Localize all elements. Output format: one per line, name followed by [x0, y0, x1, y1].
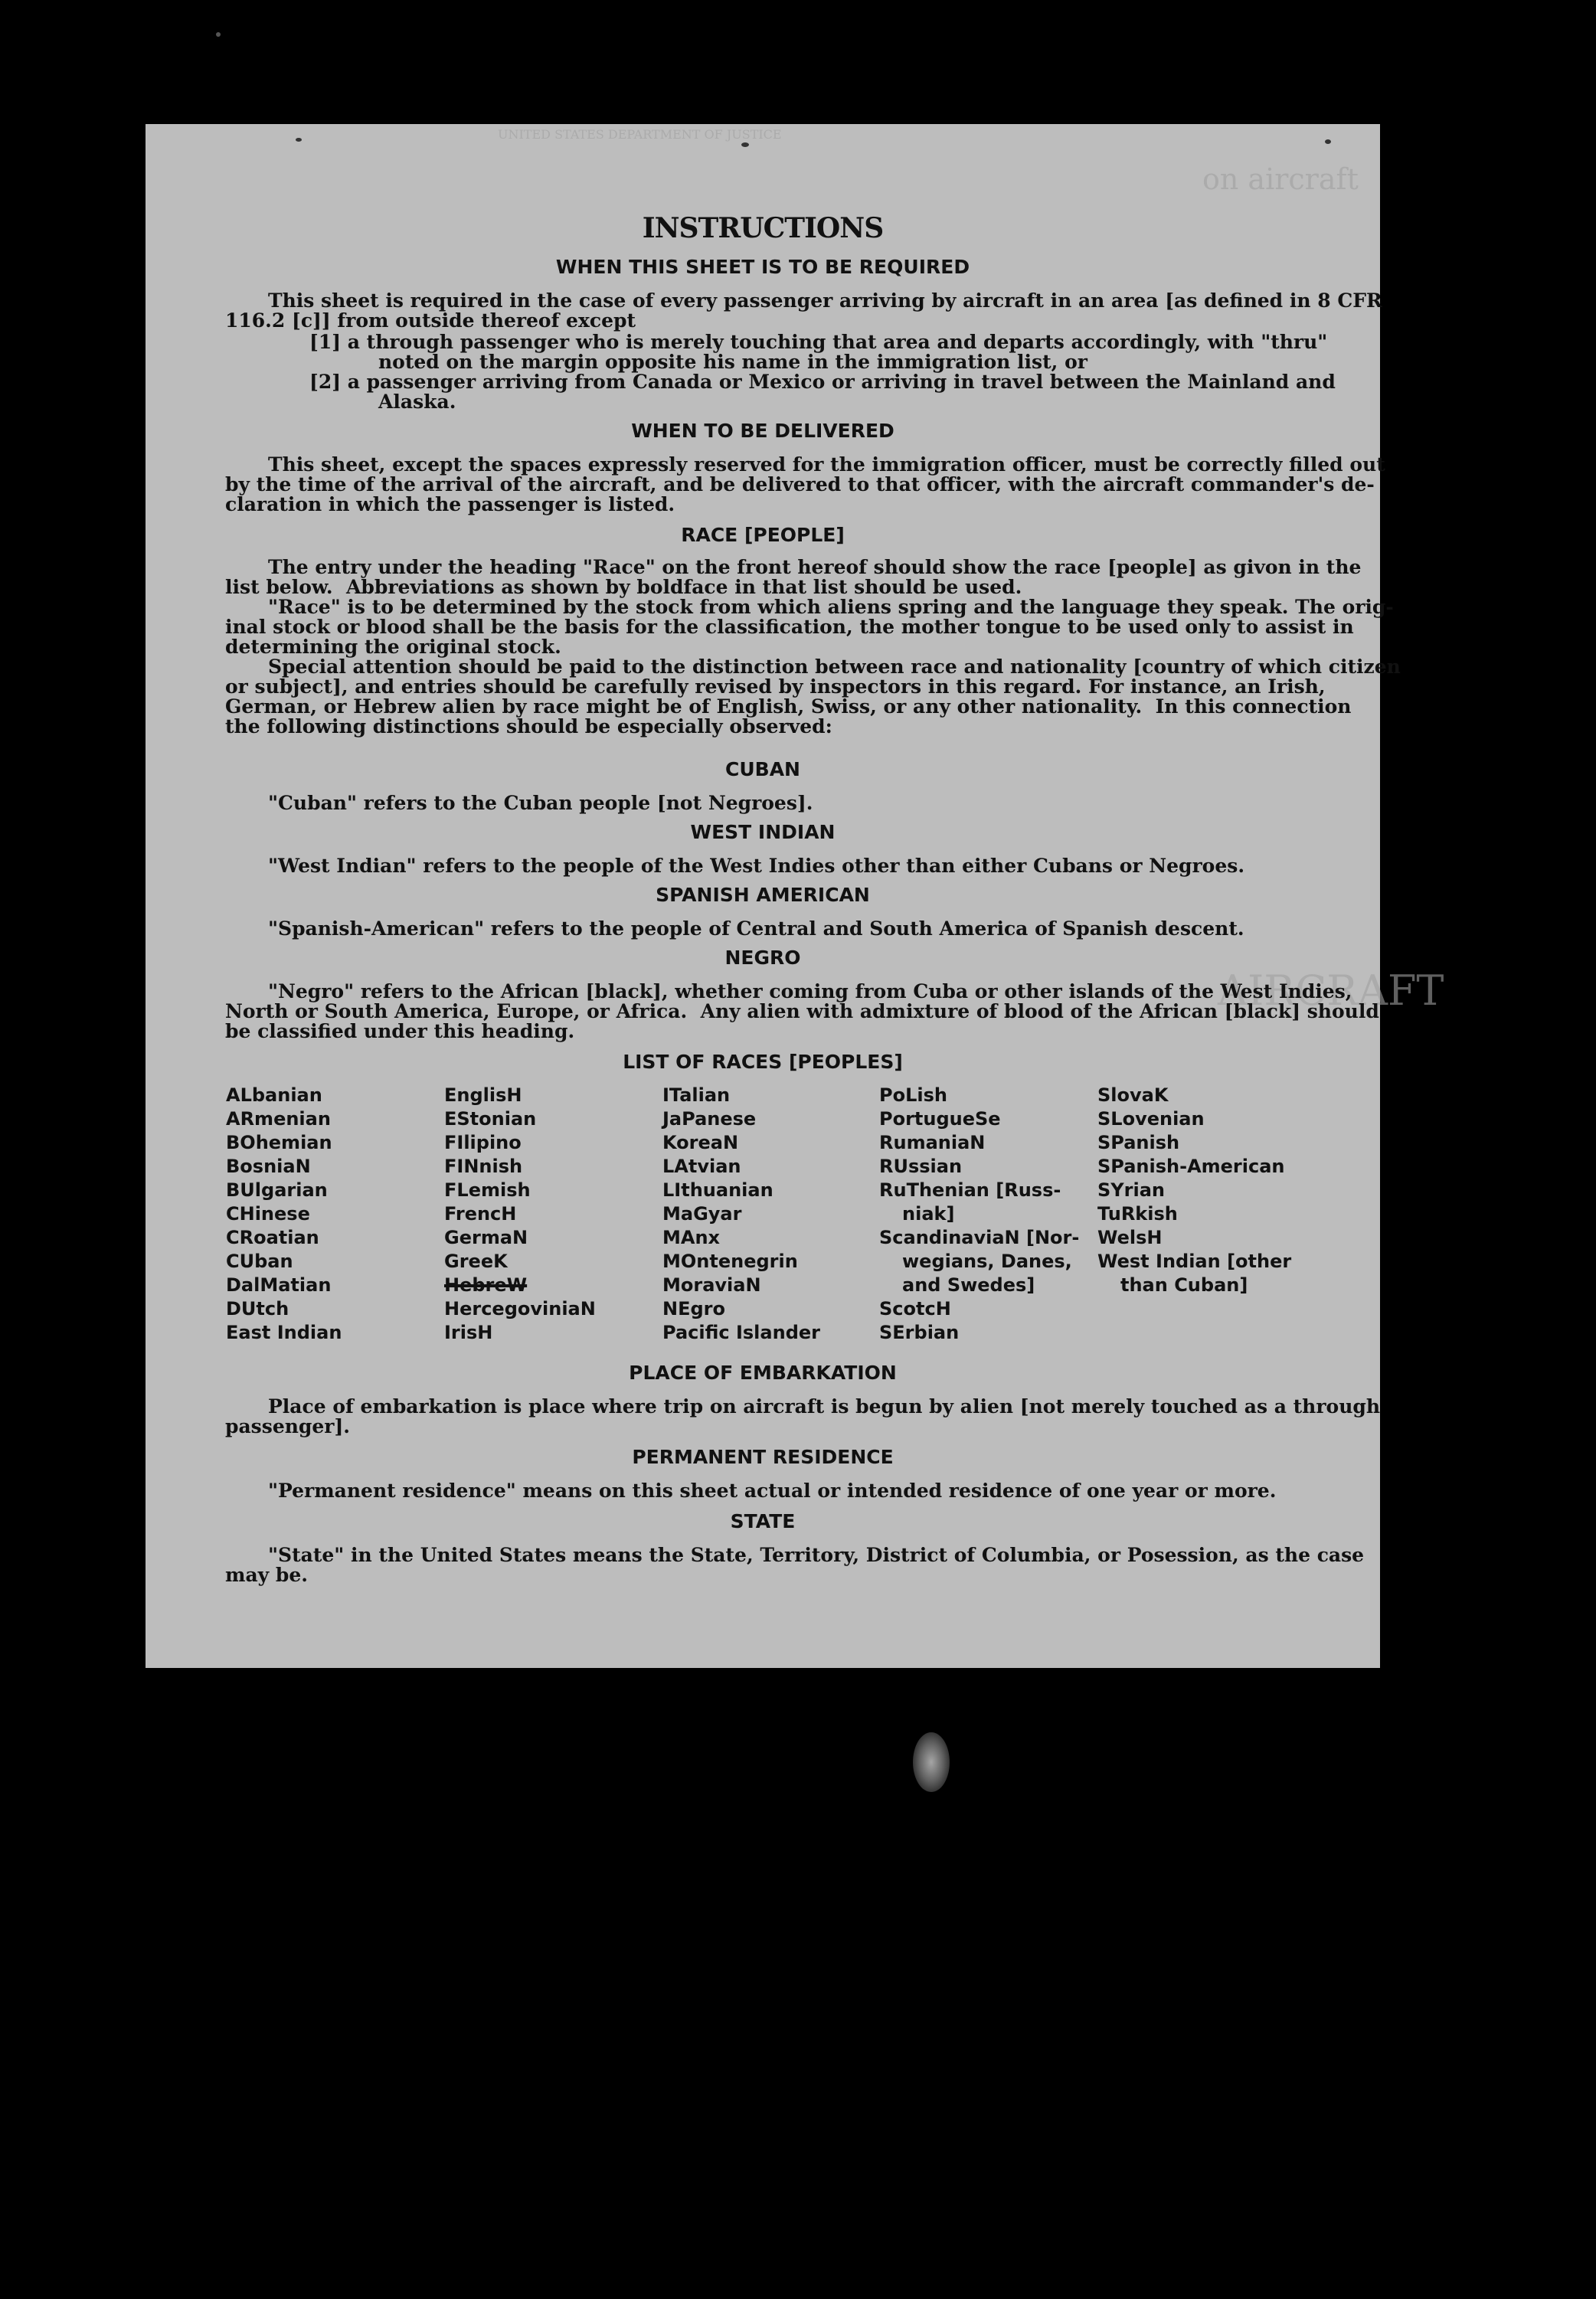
paragraph-line: North or South America, Europe, or Africa. Any alien with admixture of blood of the African [black] should: [225, 1000, 1379, 1022]
paragraph-line: "Negro" refers to the African [black], whether coming from Cuba or other islands of the West Indies,: [268, 980, 1352, 1002]
section-heading-list-of-races: LIST OF RACES [PEOPLES]: [623, 1051, 903, 1073]
film-glare: [913, 1732, 950, 1792]
paragraph-line: list below. Abbreviations as shown by boldface in that list should be used.: [225, 576, 1022, 598]
section-heading-when-delivered: WHEN TO BE DELIVERED: [631, 420, 894, 442]
paragraph-line: This sheet, except the spaces expressly reserved for the immigration officer, must be correctly filled out: [268, 453, 1385, 476]
paragraph-line: [1] a through passenger who is merely touching that area and departs accordingly, with "thru": [309, 331, 1328, 353]
race-entry: PoLish: [879, 1084, 947, 1106]
paragraph-line: passenger].: [225, 1415, 351, 1437]
paragraph-line: Place of embarkation is place where trip on aircraft is begun by alien [not merely touched as a through: [268, 1395, 1381, 1418]
section-heading-permanent-residence: PERMANENT RESIDENCE: [632, 1446, 894, 1468]
section-heading-place-of-embarkation: PLACE OF EMBARKATION: [629, 1362, 897, 1384]
paragraph-line: "State" in the United States means the State, Territory, District of Columbia, or Posession, as the case: [268, 1544, 1365, 1566]
paragraph-line: 116.2 [c]] from outside thereof except: [225, 309, 636, 332]
paragraph-line: the following distinctions should be especially observed:: [225, 715, 832, 737]
race-entry: HercegoviniaN: [444, 1298, 596, 1320]
race-entry: CHinese: [226, 1203, 310, 1225]
paragraph-line: German, or Hebrew alien by race might be of English, Swiss, or any other nationality. In this connection: [225, 695, 1352, 718]
race-entry: niak]: [902, 1203, 955, 1225]
scan-speck: [1325, 139, 1331, 144]
scan-speck: [216, 32, 221, 37]
race-entry: IrisH: [444, 1322, 493, 1343]
bleed-through-text: AIRCRAFT: [1218, 966, 1444, 1015]
race-entry: ALbanian: [226, 1084, 322, 1106]
race-entry: ScotcH: [879, 1298, 951, 1320]
race-entry: RumaniaN: [879, 1132, 986, 1153]
race-entry: SYrian: [1097, 1179, 1166, 1201]
section-heading-west-indian: WEST INDIAN: [690, 821, 836, 843]
section-heading-race: RACE [PEOPLE]: [681, 524, 845, 546]
page-title: INSTRUCTIONS: [642, 212, 884, 244]
race-entry: DUtch: [226, 1298, 289, 1320]
paragraph-line: Alaska.: [378, 391, 456, 413]
paragraph-line: This sheet is required in the case of every passenger arriving by aircraft in an area [as defined in 8 CFR: [268, 289, 1382, 312]
race-entry: RUssian: [879, 1156, 963, 1177]
race-entry: FIlipino: [444, 1132, 522, 1153]
race-entry: RuThenian [Russ-: [879, 1179, 1061, 1201]
race-entry: DalMatian: [226, 1274, 332, 1296]
section-heading-when-required: WHEN THIS SHEET IS TO BE REQUIRED: [555, 256, 970, 278]
race-entry: MaGyar: [662, 1203, 742, 1225]
race-entry: ScandinaviaN [Nor-: [879, 1227, 1080, 1248]
race-entry: FLemish: [444, 1179, 531, 1201]
paragraph-line: may be.: [225, 1564, 308, 1586]
race-entry: MOntenegrin: [662, 1251, 798, 1272]
race-entry: CUban: [226, 1251, 293, 1272]
race-entry: MoraviaN: [662, 1274, 761, 1296]
paragraph-line: noted on the margin opposite his name in the immigration list, or: [378, 351, 1087, 373]
race-entry: JaPanese: [662, 1108, 757, 1130]
paragraph-line: be classified under this heading.: [225, 1020, 575, 1042]
race-entry: West Indian [other: [1097, 1251, 1292, 1272]
bleed-through-text: on aircraft: [1202, 162, 1359, 196]
race-entry: CRoatian: [226, 1227, 319, 1248]
paragraph-line: "West Indian" refers to the people of the West Indies other than either Cubans or Negroes.: [268, 855, 1245, 877]
race-entry: ITalian: [662, 1084, 731, 1106]
race-entry: wegians, Danes,: [902, 1251, 1072, 1272]
race-entry: NEgro: [662, 1298, 725, 1320]
race-entry: BosniaN: [226, 1156, 311, 1177]
race-entry: PortugueSe: [879, 1108, 1001, 1130]
section-heading-cuban: CUBAN: [725, 758, 800, 780]
race-entry: EnglisH: [444, 1084, 522, 1106]
race-entry: Pacific Islander: [662, 1322, 820, 1343]
race-entry: SPanish-American: [1097, 1156, 1285, 1177]
section-heading-negro: NEGRO: [724, 947, 801, 969]
paragraph-line: "Permanent residence" means on this sheet actual or intended residence of one year or more.: [268, 1480, 1277, 1502]
race-entry: HebreW: [444, 1274, 528, 1296]
document-page: [146, 124, 1444, 1668]
paragraph-line: or subject], and entries should be carefully revised by inspectors in this regard. For instance, an Irish,: [225, 675, 1326, 698]
paragraph-line: Special attention should be paid to the distinction between race and nationality [country of which citizen: [268, 656, 1401, 678]
section-heading-spanish-american: SPANISH AMERICAN: [656, 884, 870, 906]
race-entry: than Cuban]: [1120, 1274, 1248, 1296]
paragraph-line: inal stock or blood shall be the basis for the classification, the mother tongue to be used only to assist in: [225, 616, 1354, 638]
race-entry: SLovenian: [1097, 1108, 1205, 1130]
race-entry: TuRkish: [1097, 1203, 1178, 1225]
race-entry: ARmenian: [226, 1108, 331, 1130]
race-entry: LIthuanian: [662, 1179, 773, 1201]
race-entry: BOhemian: [226, 1132, 332, 1153]
race-entry: BUlgarian: [226, 1179, 328, 1201]
paragraph-line: "Race" is to be determined by the stock from which aliens spring and the language they speak. The orig-: [268, 596, 1394, 618]
race-entry: FrencH: [444, 1203, 517, 1225]
paragraph-line: "Spanish-American" refers to the people of Central and South America of Spanish descent.: [268, 917, 1244, 940]
paragraph-line: "Cuban" refers to the Cuban people [not Negroes].: [268, 792, 813, 814]
race-entry: GermaN: [444, 1227, 528, 1248]
race-entry: EStonian: [444, 1108, 537, 1130]
paragraph-line: determining the original stock.: [225, 636, 561, 658]
paragraph-line: The entry under the heading "Race" on the front hereof should show the race [people] as givon in the: [268, 556, 1362, 578]
race-entry: and Swedes]: [902, 1274, 1035, 1296]
race-entry: SPanish: [1097, 1132, 1180, 1153]
race-entry: WelsH: [1097, 1227, 1163, 1248]
race-entry: LAtvian: [662, 1156, 741, 1177]
race-entry: KoreaN: [662, 1132, 739, 1153]
race-entry: MAnx: [662, 1227, 721, 1248]
race-entry: FINnish: [444, 1156, 523, 1177]
race-entry: SErbian: [879, 1322, 960, 1343]
bleed-through-text: UNITED STATES DEPARTMENT OF JUSTICE: [498, 127, 782, 142]
section-heading-state: STATE: [730, 1510, 796, 1532]
race-entry: East Indian: [226, 1322, 342, 1343]
race-entry: SlovaK: [1097, 1084, 1169, 1106]
paragraph-line: claration in which the passenger is listed.: [225, 493, 675, 515]
scan-speck: [296, 138, 302, 142]
paragraph-line: [2] a passenger arriving from Canada or Mexico or arriving in travel between the Mainland and: [309, 371, 1336, 393]
scan-speck: [741, 142, 749, 147]
race-entry: GreeK: [444, 1251, 508, 1272]
paragraph-line: by the time of the arrival of the aircraft, and be delivered to that officer, with the aircraft commander's de-: [225, 473, 1375, 495]
